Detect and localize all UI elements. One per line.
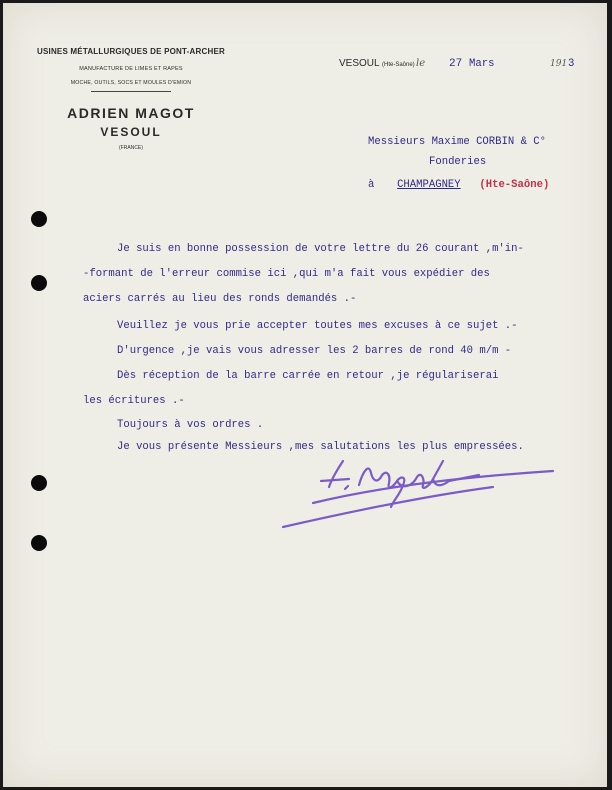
- punch-hole: [31, 211, 47, 227]
- recipient-town: CHAMPAGNEY: [397, 179, 461, 191]
- recipient-prefix: à: [368, 179, 375, 191]
- letterhead-name: ADRIEN MAGOT: [67, 105, 195, 121]
- body-line-3: aciers carrés au lieu des ronds demandés .-: [83, 293, 357, 305]
- punch-hole: [31, 275, 47, 291]
- date-year-digit: 3: [568, 58, 575, 70]
- letterhead-divider: [91, 91, 171, 92]
- date-year-prefix: 191: [550, 59, 568, 69]
- recipient-name: Messieurs Maxime CORBIN & C°: [368, 136, 547, 148]
- date-day: 27: [449, 58, 463, 70]
- letterhead-city: VESOUL: [100, 125, 162, 139]
- letterhead-manufacture: MANUFACTURE DE LIMES ET RAPES: [79, 66, 183, 72]
- body-line-5: D'urgence ,je vais vous adresser les 2 barres de rond 40 m/m -: [117, 345, 512, 357]
- dateline-place: [339, 58, 415, 69]
- body-line-7: les écritures .-: [83, 395, 185, 407]
- letterhead-company: USINES MÉTALLURGIQUES DE PONT-ARCHER: [37, 47, 225, 56]
- signature: [273, 451, 558, 531]
- recipient-line2: Fonderies: [429, 156, 487, 168]
- date-month: Mars: [469, 58, 495, 70]
- body-line-4: Veuillez je vous prie accepter toutes mes excuses à ce sujet .-: [117, 320, 518, 332]
- body-line-6: Dès réception de la barre carrée en retour ,je régulariserai: [117, 370, 499, 382]
- recipient-address: [368, 179, 549, 191]
- letter-page: [3, 3, 607, 787]
- letterhead-country: (FRANCE): [119, 145, 143, 151]
- dateline-region: (Hte-Saône): [381, 62, 415, 68]
- body-line-9: Je vous présente Messieurs ,mes salutations les plus empressées.: [117, 441, 524, 453]
- body-line-2: -formant de l'erreur commise ici ,qui m'a fait vous expédier des: [83, 268, 490, 280]
- letterhead-products: MOCHE, OUTILS, SOCS ET MOULES D'EMION: [70, 80, 192, 86]
- dateline-le: le: [416, 58, 426, 69]
- dateline-city: VESOUL: [339, 58, 380, 69]
- punch-hole: [31, 535, 47, 551]
- body-line-8: Toujours à vos ordres .: [117, 419, 264, 431]
- punch-hole: [31, 475, 47, 491]
- body-line-1: Je suis en bonne possession de votre lettre du 26 courant ,m'in-: [117, 243, 524, 255]
- recipient-region: (Hte-Saône): [479, 179, 550, 191]
